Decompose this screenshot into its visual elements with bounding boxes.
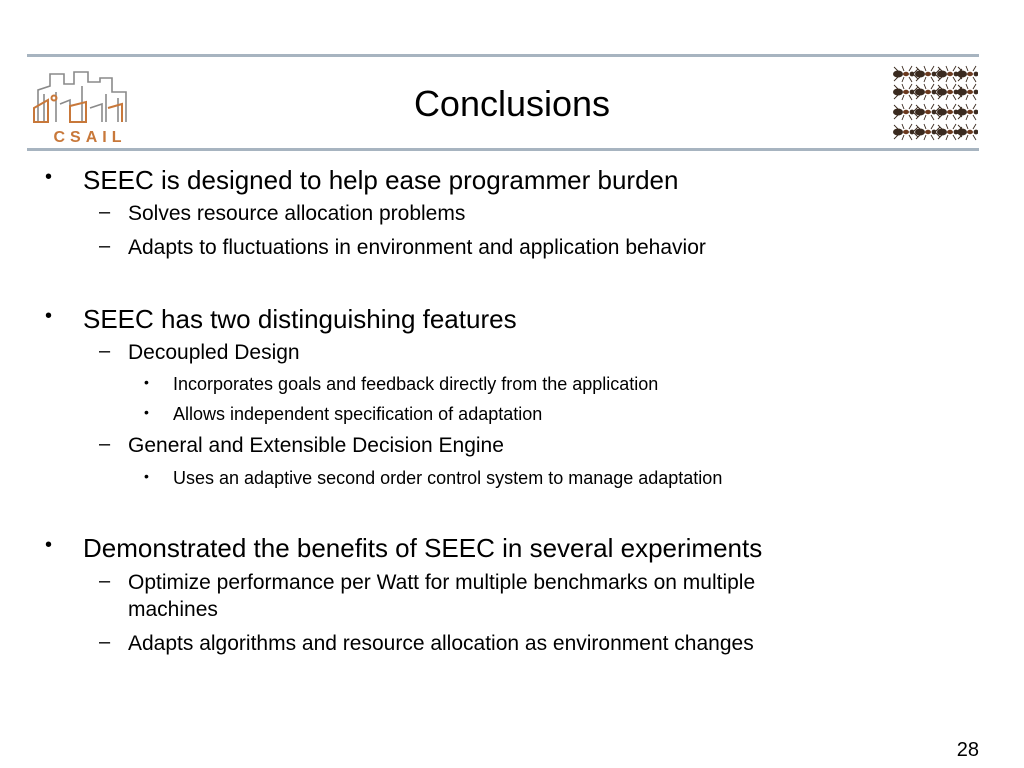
bullet-level2: General and Extensible Decision Engine	[128, 434, 504, 457]
bullet-level2: Adapts algorithms and resource allocation as environment changes	[128, 632, 754, 655]
bullet-marker: •	[45, 166, 53, 188]
bullet-level1: SEEC is designed to help ease programmer burden	[83, 165, 679, 195]
dash-marker: –	[99, 340, 111, 362]
bullet-marker-small: •	[144, 374, 149, 390]
bullet-level2: Solves resource allocation problems	[128, 202, 466, 225]
bullet-level2: Adapts to fluctuations in environment and application behavior	[128, 236, 706, 259]
slide-title: Conclusions	[413, 83, 611, 124]
dash-marker: –	[99, 201, 111, 223]
bullet-level3: Uses an adaptive second order control system to manage adaptation	[173, 468, 723, 488]
bullet-level2: Decoupled Design	[128, 341, 300, 364]
dash-marker: –	[99, 631, 111, 653]
bullet-level2-continuation: machines	[128, 598, 218, 621]
bullet-marker-small: •	[144, 404, 149, 420]
dash-marker: –	[99, 433, 111, 455]
bullet-level3: Incorporates goals and feedback directly from the application	[173, 374, 659, 394]
dash-marker: –	[99, 570, 111, 592]
dash-marker: –	[99, 235, 111, 257]
bullet-level3: Allows independent specification of adaptation	[173, 404, 543, 424]
page-number: 28	[956, 739, 979, 761]
bullet-level2: Optimize performance per Watt for multiple benchmarks on multiple	[128, 571, 756, 594]
bullet-marker: •	[45, 305, 53, 327]
bullet-marker: •	[45, 534, 53, 556]
bullet-level1: SEEC has two distinguishing features	[83, 304, 517, 334]
bullet-level1: Demonstrated the benefits of SEEC in several experiments	[83, 533, 763, 563]
logo-text: CSAIL	[53, 129, 127, 146]
bullet-marker-small: •	[144, 468, 149, 484]
